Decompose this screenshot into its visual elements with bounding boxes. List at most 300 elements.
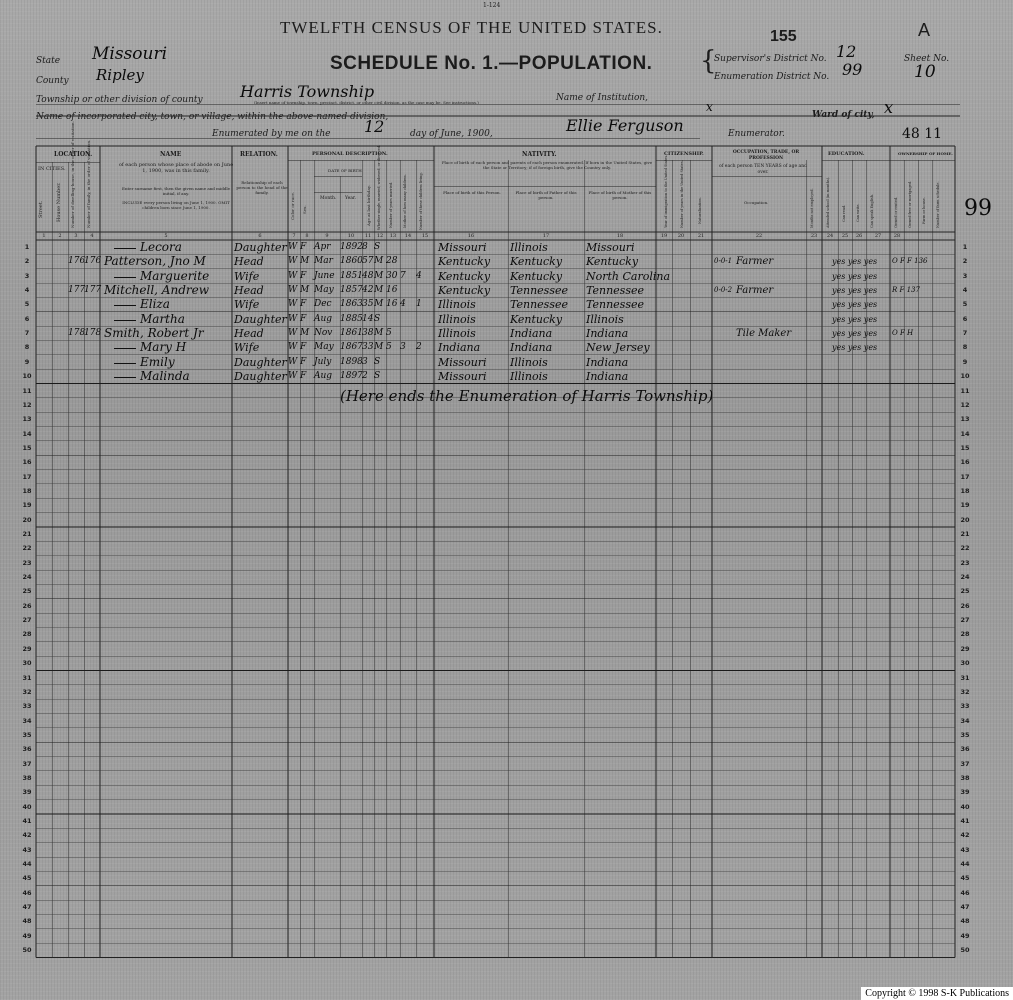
column-number: 10 [347,233,355,239]
line-number-left: 34 [22,716,32,725]
column-number: 27 [874,233,882,239]
line-number-left: 32 [22,687,32,696]
line-number-left: 29 [22,644,32,653]
cell-month: June [314,270,335,281]
cell-pobm: Kentucky [586,255,639,269]
enumerated-suffix: day of June, 1900, [410,129,493,139]
cell-pobm: Indiana [586,355,629,369]
cell-age: 57 [362,256,374,267]
hdr-name-desc3: INCLUDE every person living on June 1, 1900. OMIT children born since June 1, 1900. [122,200,230,210]
cell-marital: S [374,356,381,367]
line-number-left: 35 [22,730,32,739]
township-label: Township or other division of county [36,95,203,105]
cell-marital: S [374,242,381,252]
cell-pobm: New Jersey [586,341,650,355]
supervisor-label: Supervisor's District No. [714,54,827,64]
line-number-right: 34 [960,716,970,725]
cell-pob: Missouri [438,355,487,369]
cell-age: 8 [362,242,368,252]
cell-ym: 5 [386,342,392,353]
line-number-right: 46 [960,888,970,897]
hdr-color: Color or race. [290,191,295,220]
column-number: 1 [42,233,46,239]
hdr-name-desc2: Enter surname first, then the given name and middle initial, if any. [122,186,230,196]
margin-note: 99 [964,196,992,221]
hdr-house-number: House Number. [56,182,62,222]
cell-pobf: Illinois [510,370,548,384]
ward-mark: x [884,98,894,117]
hdr-months-not: Months not employed. [810,188,814,228]
cell-color: W [288,285,298,296]
line-number-left: 6 [24,314,30,323]
cell-family: 178 [84,328,102,339]
cell-ym: 16 [386,285,398,296]
cell-edu: yes yes yes [832,257,878,267]
line-number-right: 6 [962,314,968,323]
line-number-right: 45 [960,874,970,883]
cell-age: 42 [362,285,374,296]
column-number: 23 [810,233,818,239]
line-number-left: 14 [22,429,32,438]
hdr-in-cities: IN CITIES. [38,166,66,172]
line-number-right: 12 [960,400,970,409]
hdr-citizenship: CITIZENSHIP. [664,151,704,157]
cell-color: W [288,313,298,324]
line-number-right: 11 [960,386,970,395]
cell-age: 35 [362,299,374,310]
line-number-left: 26 [22,601,32,610]
line-number-left: 46 [22,888,32,897]
cell-year: 1892 [340,242,363,252]
line-number-right: 39 [960,788,970,797]
cell-month: Apr [314,242,331,252]
cell-pob: Kentucky [438,284,491,298]
cell-marital: M [374,299,384,310]
cell-pobf: Illinois [510,241,548,254]
column-number: 11 [364,233,372,239]
line-number-right: 23 [960,558,970,567]
line-number-left: 28 [22,630,32,639]
cell-color: W [288,356,298,367]
cell-age: 3 [362,356,368,367]
cell-edu: yes yes yes [832,300,878,310]
enumeration-value: 99 [842,60,863,79]
ends-note: (Here ends the Enumeration of Harris Township) [340,387,714,405]
line-number-left: 43 [22,845,32,854]
line-number-right: 3 [962,271,968,280]
cell-ym: 30 [386,270,398,281]
line-number-right: 49 [960,931,970,940]
hdr-farm: Farm or house. [922,197,926,224]
cell-sex: M [300,256,310,267]
hdr-birth-person: Place of birth of this Person. [443,190,501,195]
hdr-marital: Whether single, married, widowed, or divorced. [377,144,381,230]
line-number-left: 42 [22,831,32,840]
cell-dwelling: 177 [68,285,86,296]
cell-color: W [288,299,298,310]
cell-name: Martha [140,311,185,326]
line-number-left: 21 [22,530,32,538]
sheet-value: 10 [914,62,936,82]
column-number: 28 [893,233,901,239]
hdr-birth-mother: Place of birth of Mother of this person. [588,190,652,200]
column-number: 2 [58,233,62,239]
ward-label: Ward of city, [812,110,875,120]
cell-dwelling: 178 [68,328,86,339]
hdr-owned: Owned or rented. [894,196,898,228]
line-number-right: 5 [962,300,968,309]
cell-sex: F [300,313,307,324]
line-number-left: 39 [22,788,32,797]
column-number: 24 [826,233,834,239]
cell-months: 0-0-2 [714,286,733,295]
cell-month: Mar [314,256,333,267]
column-number: 22 [755,233,763,239]
cell-name: Lecora [140,240,182,254]
cell-year: 1861 [340,328,363,339]
column-number: 25 [841,233,849,239]
cell-month: Aug [314,371,333,382]
enumerated-prefix: Enumerated by me on the [212,129,331,139]
hdr-sex: Sex. [302,205,307,214]
hdr-name: NAME [160,151,182,158]
line-number-left: 20 [22,515,32,524]
cell-relation: Wife [234,341,260,355]
line-number-left: 48 [22,917,32,926]
sheet-label: Sheet No. [904,54,950,64]
line-number-left: 10 [22,372,32,381]
cell-own: O F F 136 [892,257,928,266]
cell-marital: M [374,285,384,296]
state-label: State [36,56,61,66]
cell-relation: Daughter [234,241,287,254]
cell-occ: Tile Maker [736,328,792,340]
line-number-right: 24 [960,573,970,582]
line-number-right: 26 [960,601,970,610]
cell-dwelling: 176 [68,256,86,267]
line-number-right: 10 [960,372,970,381]
line-number-left: 25 [22,587,32,596]
ditto-dash [114,305,136,306]
cell-pobm: Indiana [586,327,629,341]
cell-sex: F [300,270,307,281]
cell-pob: Illinois [438,327,476,341]
line-number-left: 19 [22,501,32,510]
cell-year: 1867 [340,342,363,353]
hdr-birth: DATE OF BIRTH. [328,168,363,173]
cell-own: R F 137 [892,286,920,295]
line-number-right: 29 [960,644,970,653]
cell-name: Emily [140,354,175,369]
cell-edu: yes yes yes [832,329,878,339]
line-number-left: 41 [22,817,32,825]
line-number-left: 36 [22,745,32,754]
ditto-dash [114,248,136,249]
cell-pob: Illinois [438,312,476,326]
cell-liv: 2 [416,342,422,353]
hdr-nativity: NATIVITY. [522,151,557,158]
hdr-attended: Attended school (in months). [826,176,830,228]
hdr-relation-desc: Relationship of each person to the head of the family. [236,180,288,195]
line-number-right: 37 [960,759,970,768]
line-number-right: 21 [960,530,970,538]
cell-pobf: Indiana [510,341,553,355]
line-number-left: 5 [24,300,30,309]
line-number-left: 27 [22,616,32,625]
cell-sex: M [300,328,310,339]
cell-color: W [288,242,298,252]
cell-occ: Farmer [736,285,774,297]
institution-label: Name of Institution, [556,93,649,103]
cell-marital: M [374,342,384,353]
column-number: 21 [697,233,705,239]
line-number-left: 31 [22,673,32,682]
cell-relation: Head [234,284,264,298]
cell-marital: M [374,328,384,339]
cell-mo: 3 [400,342,406,353]
cell-relation: Wife [234,298,260,312]
column-number: 8 [305,233,309,239]
census-title: TWELFTH CENSUS OF THE UNITED STATES. [280,18,663,37]
column-number: 15 [421,233,429,239]
line-number-right: 43 [960,845,970,854]
line-number-right: 8 [962,343,968,352]
enumerated-day: 12 [364,117,385,136]
hdr-birth-father: Place of birth of Father of this person. [515,190,577,200]
line-number-right: 32 [960,687,970,696]
hdr-month: Month. [320,196,337,201]
line-number-left: 3 [24,271,30,280]
cell-pobf: Kentucky [510,269,563,283]
cell-age: 38 [362,328,374,339]
cell-edu: yes yes yes [832,286,878,296]
cell-relation: Head [234,327,264,341]
line-number-right: 31 [960,673,970,682]
cell-pob: Illinois [438,298,476,312]
hdr-nativity-desc: Place of birth of each person and parents of each person enumerated. If born in the United States, give the State or Territory; if of foreign birth, give the Country only. [441,160,653,170]
cell-age: 2 [362,371,368,382]
ditto-dash [114,377,136,378]
line-number-left: 47 [22,903,32,912]
cell-name: Smith, Robert Jr [104,326,204,341]
line-number-right: 9 [962,357,968,366]
column-number: 19 [660,233,668,239]
cell-months: 0-0-1 [714,257,733,266]
ditto-dash [114,348,136,349]
cell-year: 1860 [340,256,363,267]
cell-family: 177 [84,285,102,296]
column-number: 14 [404,233,412,239]
cell-occ: Farmer [736,256,774,268]
line-number-right: 1 [962,243,968,251]
cell-name: Malinda [140,369,190,384]
cell-ym: 28 [386,256,398,267]
cell-year: 1851 [340,270,363,281]
cell-pobf: Illinois [510,355,548,369]
cell-marital: M [374,270,384,281]
line-number-left: 45 [22,874,32,883]
supervisor-bracket: { [700,46,717,76]
cell-sex: F [300,242,307,252]
cell-name: Marguerite [140,268,210,283]
line-number-right: 22 [960,544,970,553]
hdr-living: Number of these children living. [419,172,423,230]
line-number-left: 13 [22,415,32,424]
cell-name: Mary H [140,340,187,355]
cell-pob: Indiana [438,341,481,355]
hdr-mother-of: Mother of how many children. [403,174,407,228]
hdr-occupation: OCCUPATION, TRADE, OR PROFESSION [732,150,800,161]
cell-color: W [288,270,298,281]
hdr-read: Can read. [842,204,846,222]
enumerator-name: Ellie Ferguson [566,116,684,135]
cell-color: W [288,328,298,339]
line-number-right: 4 [962,286,968,295]
hdr-personal: PERSONAL DESCRIPTION. [312,151,388,157]
cell-age: 33 [362,342,374,353]
line-number-right: 47 [960,903,970,912]
cell-liv: 4 [416,270,422,281]
line-number-left: 17 [22,472,32,481]
cell-pobm: Tennessee [586,284,644,298]
cell-pobm: Missouri [586,241,635,254]
cell-liv: 1 [416,299,422,310]
line-number-right: 13 [960,415,970,424]
hdr-name-desc: of each person whose place of abode on June 1, 1900, was in this family. [118,162,234,174]
cell-marital: M [374,256,384,267]
cell-name: Mitchell, Andrew [104,283,209,298]
hdr-occupation-desc: of each person TEN YEARS of age and over. [718,164,808,175]
cell-name: Eliza [140,297,170,312]
cell-sex: F [300,299,307,310]
ditto-dash [114,363,136,364]
column-number: 13 [389,233,397,239]
line-number-left: 22 [22,544,32,553]
line-number-left: 2 [24,257,30,266]
hdr-year: Year. [345,196,357,201]
cell-pobf: Tennessee [510,298,568,312]
hdr-ownership: OWNERSHIP OF HOME. [898,151,953,156]
line-number-left: 8 [24,343,30,352]
township-note: (Insert name of township, town, precinct, district, or other civil division, as the case may be. See instructions.) [254,100,479,105]
township-value: Harris Township [240,82,375,101]
county-value: Ripley [96,66,144,84]
hdr-family: Number of family, in the order of visitation. [86,139,91,228]
cell-marital: S [374,313,381,324]
line-number-left: 33 [22,702,32,711]
cell-edu: yes yes yes [832,271,878,281]
hdr-age: Age at last birthday. [366,185,371,226]
line-number-right: 44 [960,860,970,869]
cell-color: W [288,371,298,382]
line-number-left: 15 [22,443,32,452]
column-number: 9 [325,233,329,239]
cell-relation: Daughter [234,355,287,369]
cell-sex: F [300,356,307,367]
hdr-years-us: Number of years in the United States. [680,160,684,228]
ditto-dash [114,277,136,278]
column-number: 16 [467,233,475,239]
cell-year: 1857 [340,285,363,296]
line-number-left: 11 [22,386,32,395]
line-number-left: 24 [22,573,32,582]
line-number-right: 40 [960,802,970,811]
cell-pobf: Kentucky [510,312,563,326]
line-number-right: 38 [960,773,970,782]
cell-pob: Kentucky [438,255,491,269]
cell-pobm: Tennessee [586,298,644,312]
column-number: 3 [74,233,78,239]
line-number-left: 23 [22,558,32,567]
cell-sex: F [300,342,307,353]
line-number-right: 41 [960,817,970,825]
cell-ym: 16 [386,299,398,310]
hdr-dwelling: Number of dwelling-house, in the order of visitation. [70,121,75,228]
line-number-right: 17 [960,472,970,481]
cell-age: 14 [362,313,374,324]
corner-number: 48 11 [902,126,943,142]
cell-color: W [288,342,298,353]
column-number: 17 [542,233,550,239]
cell-year: 1863 [340,299,363,310]
cell-edu: yes yes yes [832,343,878,353]
page-number: 155 [770,28,797,45]
cell-name: Patterson, Jno M [104,254,206,269]
cell-family: 176 [84,256,102,267]
line-number-right: 50 [960,946,970,955]
column-number: 26 [855,233,863,239]
column-number: 12 [376,233,384,239]
line-number-right: 27 [960,616,970,625]
line-number-right: 36 [960,745,970,754]
cell-sex: F [300,371,307,382]
line-number-left: 1 [24,243,30,251]
column-number: 6 [258,233,262,239]
line-number-left: 50 [22,946,32,955]
line-number-right: 25 [960,587,970,596]
cell-ym: 5 [386,328,392,339]
column-number: 5 [164,233,168,239]
hdr-immig-year: Year of immigration to the United States. [664,154,668,228]
line-number-left: 30 [22,659,32,668]
line-number-right: 16 [960,458,970,467]
cell-pob: Missouri [438,370,487,384]
line-number-right: 19 [960,501,970,510]
line-number-left: 16 [22,458,32,467]
line-number-right: 48 [960,917,970,926]
cell-year: 1898 [340,356,363,367]
line-number-left: 40 [22,802,32,811]
line-number-left: 12 [22,400,32,409]
ditto-dash [114,320,136,321]
cell-marital: S [374,371,381,382]
hdr-education: EDUCATION. [828,151,865,157]
hdr-naturalization: Naturalization. [698,197,702,224]
line-number-right: 14 [960,429,970,438]
hdr-street: Street. [38,200,44,218]
hdr-years-married: Number of years married. [389,181,393,228]
column-number: 7 [292,233,296,239]
line-number-left: 4 [24,286,30,295]
line-number-left: 38 [22,773,32,782]
line-number-right: 15 [960,443,970,452]
hdr-relation: RELATION. [240,151,278,158]
column-number: 18 [616,233,624,239]
line-number-left: 37 [22,759,32,768]
cell-month: May [314,285,334,296]
line-number-right: 2 [962,257,968,266]
enumerator-label: Enumerator. [728,129,785,139]
